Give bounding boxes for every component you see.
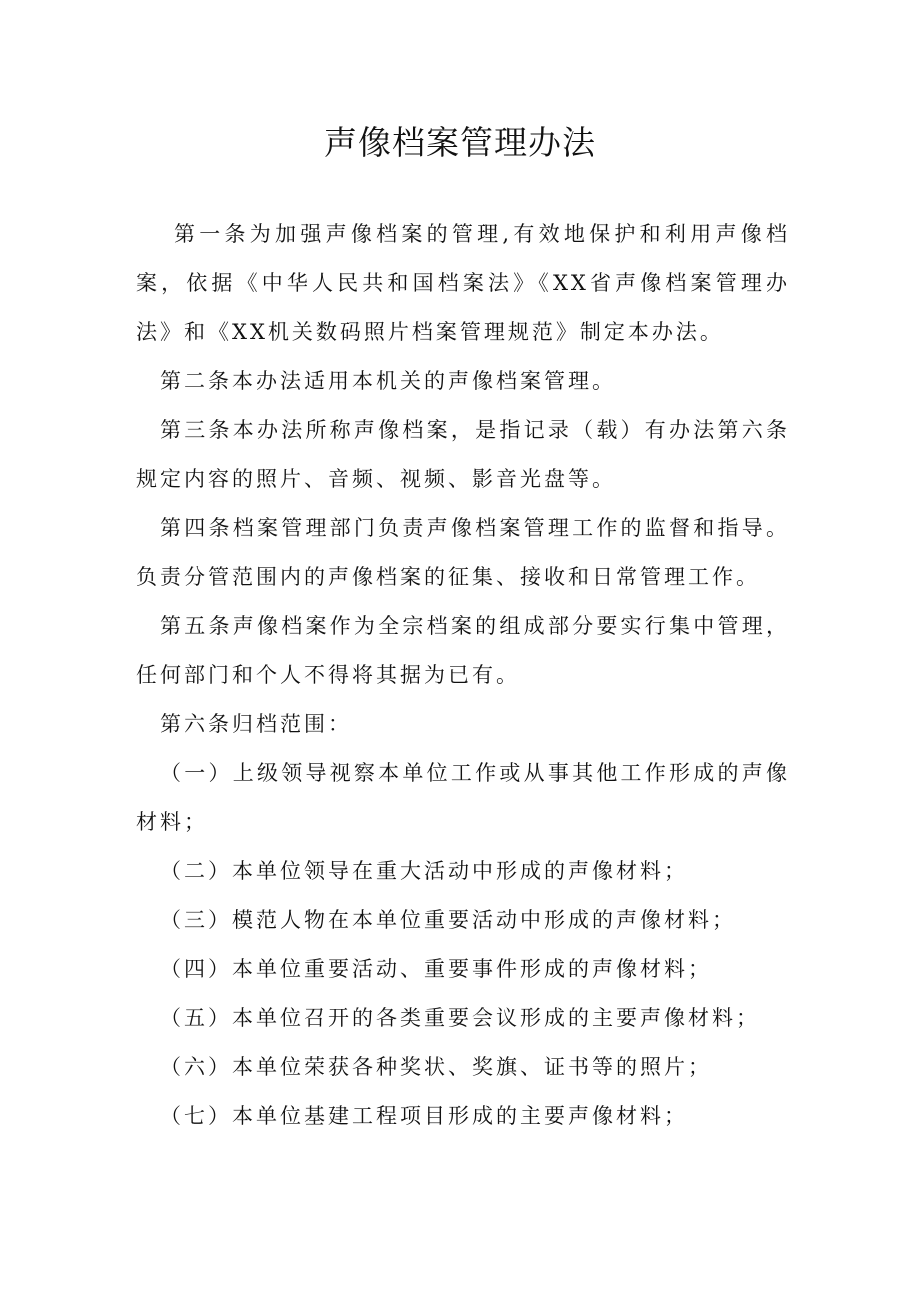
article-3: 第三条本办法所称声像档案，是指记录（载）有办法第六条规定内容的照片、音频、视频、影音光盘等。 xyxy=(136,418,790,491)
article-5: 第五条声像档案作为全宗档案的组成部分要实行集中管理，任何部门和个人不得将其据为已有。 xyxy=(136,614,790,687)
scope-item-6: （六）本单位荣获各种奖状、奖旗、证书等的照片； xyxy=(160,1055,712,1079)
document-body xyxy=(136,210,790,1141)
article-6: 第六条归档范围： xyxy=(160,712,352,736)
scope-item-3: （三）模范人物在本单位重要活动中形成的声像材料； xyxy=(160,908,736,932)
scope-item-5: （五）本单位召开的各类重要会议形成的主要声像材料； xyxy=(160,1006,760,1030)
article-2: 第二条本办法适用本机关的声像档案管理。 xyxy=(160,369,616,393)
scope-item-4: （四）本单位重要活动、重要事件形成的声像材料； xyxy=(160,957,712,981)
article-4: 第四条档案管理部门负责声像档案管理工作的监督和指导。负责分管范围内的声像档案的征集、接收和日常管理工作。 xyxy=(136,516,790,589)
document-title: 声像档案管理办法 xyxy=(324,123,596,162)
scope-item-2: （二）本单位领导在重大活动中形成的声像材料； xyxy=(160,859,688,883)
scope-item-7: （七）本单位基建工程项目形成的主要声像材料； xyxy=(160,1104,688,1128)
article-1: 第一条为加强声像档案的管理,有效地保护和利用声像档案，依据《中华人民共和国档案法》《XX省声像档案管理办法》和《XX机关数码照片档案管理规范》制定本办法。 xyxy=(136,222,790,344)
scope-item-1: （一）上级领导视察本单位工作或从事其他工作形成的声像材料； xyxy=(136,761,790,834)
